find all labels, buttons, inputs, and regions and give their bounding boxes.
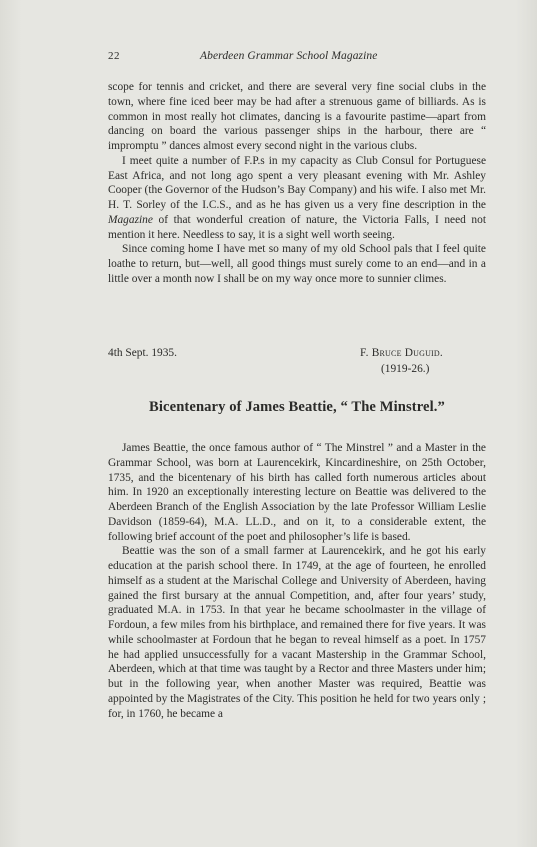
running-head: Aberdeen Grammar School Magazine: [200, 50, 378, 62]
letter-body: [108, 80, 486, 287]
author-years: (1919-26.): [381, 363, 430, 375]
page-header: [108, 50, 488, 66]
letter-paragraph: [108, 154, 486, 243]
page-number: 22: [108, 50, 120, 62]
article-paragraph: Beattie was the son of a small farmer at Laurencekirk, and he got his early education at the parish school there. In 1749, at the age of fourteen, he enrolled himself as a student at the Marischal College and University of Aberdeen, having gained the first bursary at the annual Competition, and, after four years’ study, graduated M.A. in 1753. In that year he became schoolmaster in the village of Fordoun, a few miles from his birthplace, and remained there for five years. It was while schoolmaster at Fordoun that he began to reveal himself as a poet. In 1757 he had applied unsuccessfully for a vacant Mastership in the Grammar School, Aberdeen, which at that time was taught by a Rector and three Masters under him; but in the following year, when another Master was required, Beattie was appointed by the Magistrates of the City. This position he held for two years only ; for, in 1760, he became a: [108, 545, 486, 720]
article-body: [108, 441, 486, 721]
letter-author: F. Bruce Duguid.: [360, 347, 443, 359]
letter-paragraph: Since coming home I have met so many of my old School pals that I feel quite loathe to return, but—well, all good things must surely come to an end—and in a little over a month now I shall be on my way once more to sunnier climes.: [108, 243, 486, 285]
letter-paragraph-text: I meet quite a number of F.P.s in my capacity as Club Consul for Portuguese East Africa, and not long ago spent a very pleasant evening with Mr. Ashley Cooper (the Governor of the Hudson’s Bay Company) and his wife. I also met Mr. H. T. Sorley of the I.C.S., and as he has given us a very fine description in the: [108, 154, 486, 211]
letter-date: 4th Sept. 1935.: [108, 347, 177, 359]
article-paragraph: James Beattie, the once famous author of “ The Minstrel ” and a Master in the Grammar School, was born at Laurencekirk, Kincardineshire, on 25th October, 1735, and the bicentenary of his birth has called forth numerous articles about him. In 1920 an exceptionally interesting lecture on Beattie was delivered to the Aberdeen Branch of the English Association by the late Professor William Leslie Davidson (1859-64), M.A. LL.D., and on it, to a considerable extent, the following brief account of the poet and philosopher’s life is based.: [108, 442, 486, 543]
letter-paragraph-text: of that wonderful creation of nature, the Victoria Falls, I need not mention it here. Needless to say, it is a sight well worth seeing.: [108, 213, 486, 241]
letter-paragraph: scope for tennis and cricket, and there are several very fine social clubs in the town, where fine iced beer may be had after a strenuous game of billiards. As is common in most really hot climates, dancing is a favourite pastime—apart from dancing on board the various passenger ships in the harbour, there are “ impromptu ” dances almost every second night in the various clubs.: [108, 81, 486, 152]
magazine-italic: Magazine: [108, 213, 153, 226]
article-title: Bicentenary of James Beattie, “ The Minstrel.”: [149, 399, 445, 415]
